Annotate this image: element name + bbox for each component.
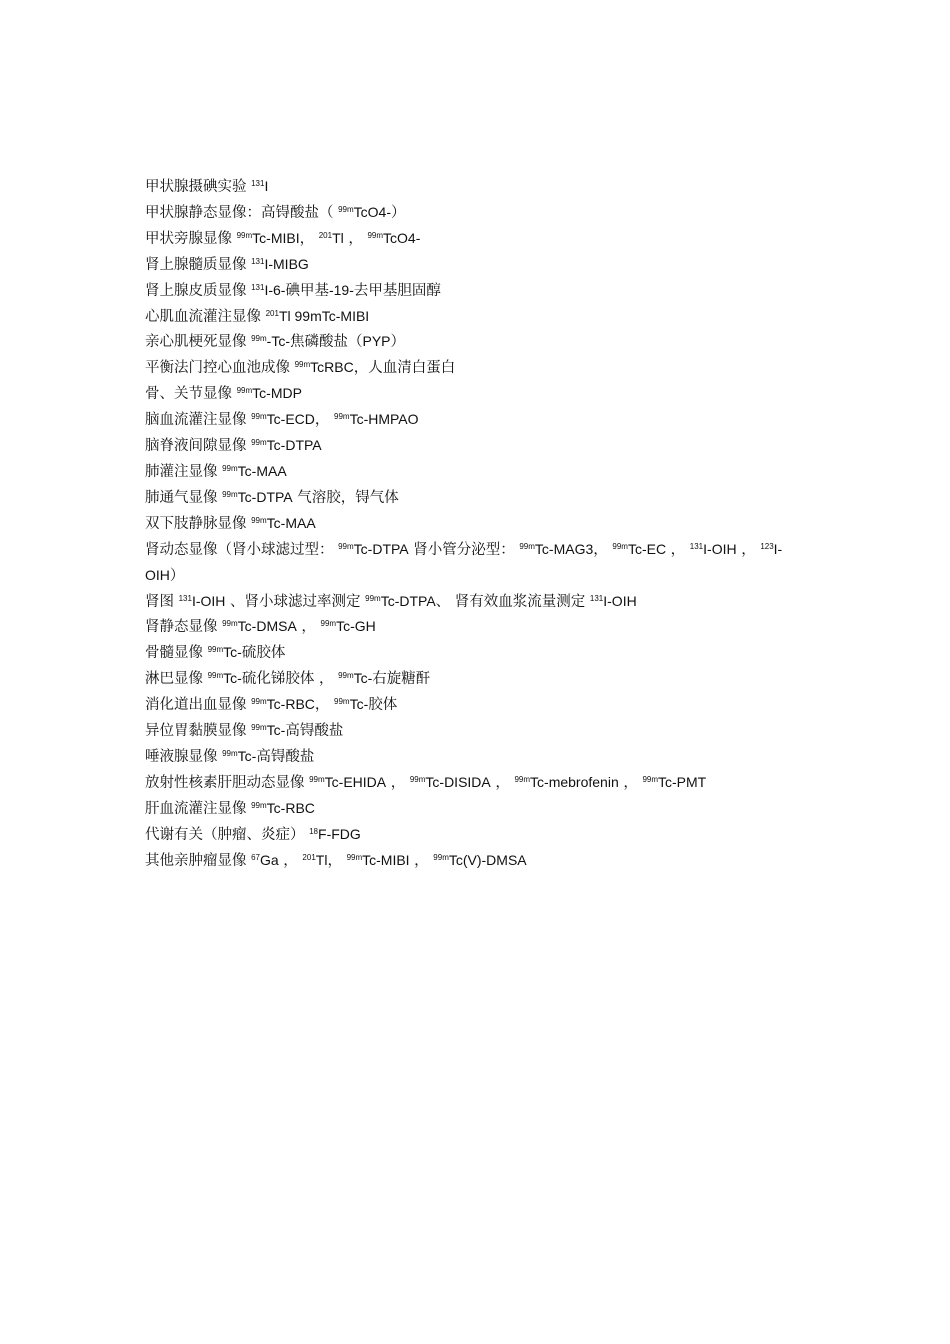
text-segment: ， <box>296 619 321 636</box>
isotope-mass-number: 99m <box>251 723 267 733</box>
text-segment: 心肌血流灌注显像 <box>145 308 266 325</box>
tracer-name: TcO4- <box>353 203 392 220</box>
text-segment: 代谢有关（肿瘤、炎症） <box>145 826 310 843</box>
tracer-name: Tc- <box>237 747 257 764</box>
isotope-mass-number: 99m <box>514 774 531 784</box>
isotope-mass-number: 99m <box>294 360 311 370</box>
isotope-mass-number: 99m <box>222 463 238 473</box>
text-segment: 异位胃黏膜显像 <box>145 723 252 740</box>
tracer-name: I-6- <box>264 281 286 298</box>
text-line <box>145 381 815 407</box>
text-segment: 淋巴显像 <box>145 671 208 688</box>
text-segment: 肾小管分泌型： <box>408 541 520 558</box>
isotope-mass-number: 99m <box>338 541 354 551</box>
text-segment: 脑脊液间隙显像 <box>145 438 252 455</box>
tracer-name: Tc-DTPA <box>353 540 409 557</box>
tracer-name: Tc-DTPA <box>237 488 293 505</box>
isotope-mass-number: 131 <box>689 541 704 551</box>
isotope-mass-number: 67 <box>251 852 261 862</box>
text-segment: ， <box>409 852 434 869</box>
text-line <box>145 433 815 459</box>
tracer-name: Tc(V)-DMSA <box>448 851 527 868</box>
text-segment: 肾动态显像（肾小球滤过型： <box>145 541 339 558</box>
tracer-name: Tc-MAG3 <box>534 540 594 557</box>
isotope-mass-number: 99m <box>334 412 350 422</box>
text-segment: 胶体 <box>368 697 398 714</box>
tracer-name: PYP <box>362 333 391 350</box>
tracer-name: Tl 99mTc-MIBI <box>278 307 370 324</box>
text-line <box>145 640 815 666</box>
isotope-mass-number: 99m <box>409 774 426 784</box>
text-line <box>145 744 815 770</box>
isotope-mass-number: 99m <box>367 230 384 240</box>
isotope-mass-number: 99m <box>251 800 267 810</box>
isotope-mass-number: 99m <box>236 386 253 396</box>
isotope-mass-number: 99m <box>365 593 381 603</box>
isotope-mass-number: 131 <box>251 179 265 188</box>
text-segment: 气溶胶，锝气体 <box>292 489 399 506</box>
tracer-name: Tl <box>332 229 344 246</box>
tracer-name: Tc-RBC <box>266 799 315 816</box>
text-segment: 消化道出血显像 <box>145 697 252 714</box>
text-line <box>145 304 815 330</box>
text-segment: ， <box>618 774 643 791</box>
text-line <box>145 459 815 485</box>
text-line <box>145 718 815 744</box>
tracer-name: Tc-MAA <box>237 462 287 479</box>
text-segment: ， <box>386 774 410 791</box>
text-segment: ， <box>736 541 761 558</box>
text-line <box>145 770 815 796</box>
text-segment: 高锝酸盐 <box>285 723 344 740</box>
text-segment: ，人血清白蛋白 <box>353 360 456 377</box>
tracer-name: Tc- <box>223 670 242 687</box>
text-line <box>145 355 815 381</box>
text-line <box>145 511 815 537</box>
tracer-name: I-OIH <box>703 540 737 557</box>
tracer-name: Tc-DISIDA <box>425 773 491 790</box>
tracer-name: Tc-MIBI <box>362 851 410 868</box>
text-segment: ， <box>666 541 690 558</box>
tracer-name: Tc-EC <box>627 540 667 557</box>
isotope-mass-number: 99m <box>251 515 267 525</box>
tracer-name: -19- <box>328 281 354 298</box>
isotope-mass-number: 123 <box>760 541 774 551</box>
text-segment: 、 肾有效血浆流量测定 <box>435 593 590 610</box>
isotope-mass-number: 99m <box>320 619 337 629</box>
isotope-mass-number: 131 <box>251 282 265 292</box>
isotope-mass-number: 99m <box>251 412 267 422</box>
text-segment: 脑血流灌注显像 <box>145 412 252 429</box>
text-segment: ， <box>299 230 319 247</box>
text-line <box>145 329 815 355</box>
isotope-mass-number: 131 <box>251 256 265 266</box>
isotope-mass-number: 201 <box>265 308 279 318</box>
tracer-name: Tc-MAA <box>266 514 316 531</box>
tracer-name: TcO4- <box>383 229 421 246</box>
text-segment: ， <box>314 412 335 429</box>
text-segment: ） <box>169 567 185 584</box>
text-line <box>145 278 815 304</box>
text-segment: ， <box>278 852 303 869</box>
text-segment: 、肾小球滤过率测定 <box>225 593 366 610</box>
isotope-mass-number: 99m <box>346 852 363 862</box>
isotope-mass-number: 99m <box>222 748 238 758</box>
text-segment: 平衡法门控心血池成像 <box>145 360 295 377</box>
isotope-mass-number: 99m <box>642 774 659 784</box>
tracer-name: Tl <box>315 851 328 868</box>
text-line <box>145 226 815 252</box>
tracer-name: I-OIH <box>145 540 783 583</box>
isotope-mass-number: 99m <box>338 204 354 214</box>
isotope-mass-number: 99m <box>334 697 350 707</box>
text-segment: ， <box>343 230 368 247</box>
isotope-mass-number: 201 <box>318 230 333 240</box>
tracer-name: I-OIH <box>603 592 637 609</box>
text-line <box>145 614 815 640</box>
tracer-name: Ga <box>260 851 279 868</box>
text-segment: 右旋糖酐 <box>372 671 431 688</box>
text-segment: 甲状腺摄碘实验 <box>145 179 252 195</box>
tracer-name: Tc- <box>353 670 373 687</box>
text-line <box>145 174 815 200</box>
tracer-name: Tc-RBC <box>266 696 315 713</box>
text-segment: 肾图 <box>145 593 179 610</box>
text-segment: 硫胶体 <box>241 645 286 662</box>
text-segment: 肺通气显像 <box>145 489 223 506</box>
text-segment: 去甲基胆固醇 <box>353 282 441 299</box>
tracer-name: Tc-DTPA <box>380 592 436 609</box>
text-segment: 唾液腺显像 <box>145 748 223 765</box>
isotope-mass-number: 99m <box>236 230 253 240</box>
text-segment: 高锝酸盐 <box>256 748 315 765</box>
text-segment: 硫化锑胶体 ， <box>241 671 339 688</box>
text-line <box>145 589 815 615</box>
tracer-name: Tc-PMT <box>658 773 707 790</box>
isotope-mass-number: 99m <box>251 438 267 448</box>
isotope-mass-number: 99m <box>222 619 238 629</box>
tracer-name: I-OIH <box>191 592 226 609</box>
isotope-mass-number: 201 <box>302 852 316 862</box>
text-line <box>145 692 815 718</box>
text-segment: 甲状腺静态显像：高锝酸盐（ <box>145 204 339 221</box>
text-segment: 骨髓显像 <box>145 645 208 662</box>
tracer-name: F-FDG <box>318 825 361 842</box>
text-segment: 碘甲基 <box>285 282 329 299</box>
isotope-mass-number: 18 <box>309 826 319 836</box>
text-segment: ， <box>327 852 347 869</box>
tracer-name: Tc- <box>349 696 369 713</box>
tracer-name: I-MIBG <box>264 255 309 272</box>
tracer-name: I <box>264 178 269 194</box>
text-segment: 肾上腺髓质显像 <box>145 256 252 273</box>
isotope-mass-number: 131 <box>589 593 604 603</box>
tracer-name: Tc-DTPA <box>266 437 322 454</box>
tracer-name: Tc-mebrofenin <box>530 773 619 790</box>
text-segment: 骨、关节显像 <box>145 386 237 403</box>
text-segment: ） <box>390 334 406 351</box>
text-segment: 双下肢静脉显像 <box>145 515 252 532</box>
text-line <box>145 537 815 589</box>
isotope-mass-number: 99m <box>222 489 238 499</box>
text-segment: ） <box>391 204 406 221</box>
tracer-name: TcRBC <box>310 359 354 376</box>
isotope-mass-number: 99m <box>251 697 267 707</box>
tracer-name: Tc- <box>223 644 242 661</box>
isotope-mass-number: 99m <box>433 852 449 862</box>
text-segment: 甲状旁腺显像 <box>145 230 237 247</box>
text-segment: 其他亲肿瘤显像 <box>145 852 252 869</box>
text-line <box>145 485 815 511</box>
tracer-name: Tc- <box>266 722 286 739</box>
isotope-mass-number: 99m <box>338 671 354 681</box>
tracer-name: Tc-ECD <box>266 411 315 428</box>
text-line <box>145 666 815 692</box>
text-line <box>145 848 815 874</box>
text-line <box>145 200 815 226</box>
tracer-name: Tc-MIBI <box>252 229 300 246</box>
text-segment: ， <box>593 541 613 558</box>
text-line <box>145 407 815 433</box>
text-segment: 亲心肌梗死显像 <box>145 334 252 351</box>
text-line <box>145 796 815 822</box>
text-segment: 肝血流灌注显像 <box>145 800 252 817</box>
isotope-mass-number: 99m <box>251 334 267 344</box>
tracer-name: Tc-EHIDA <box>324 773 387 790</box>
text-segment: 肾上腺皮质显像 <box>145 282 252 299</box>
isotope-mass-number: 99m <box>207 645 224 655</box>
tracer-name: Tc-GH <box>336 618 376 635</box>
tracer-name: Tc-DMSA <box>237 618 297 635</box>
isotope-mass-number: 131 <box>178 593 192 603</box>
text-segment: ， <box>314 697 335 714</box>
isotope-mass-number: 99m <box>309 774 325 784</box>
document-body <box>145 174 815 873</box>
isotope-mass-number: 99m <box>612 541 628 551</box>
isotope-mass-number: 99m <box>519 541 535 551</box>
text-segment: 肺灌注显像 <box>145 463 223 480</box>
text-line <box>145 252 815 278</box>
tracer-name: -Tc- <box>266 333 290 350</box>
text-line <box>145 822 815 848</box>
tracer-name: Tc-HMPAO <box>349 411 419 428</box>
isotope-mass-number: 99m <box>207 671 224 681</box>
text-segment: 焦磷酸盐（ <box>290 334 363 351</box>
tracer-name: Tc-MDP <box>252 385 302 402</box>
text-segment: 肾静态显像 <box>145 619 223 636</box>
text-segment: 放射性核素肝胆动态显像 <box>145 774 310 791</box>
text-segment: ， <box>490 774 515 791</box>
